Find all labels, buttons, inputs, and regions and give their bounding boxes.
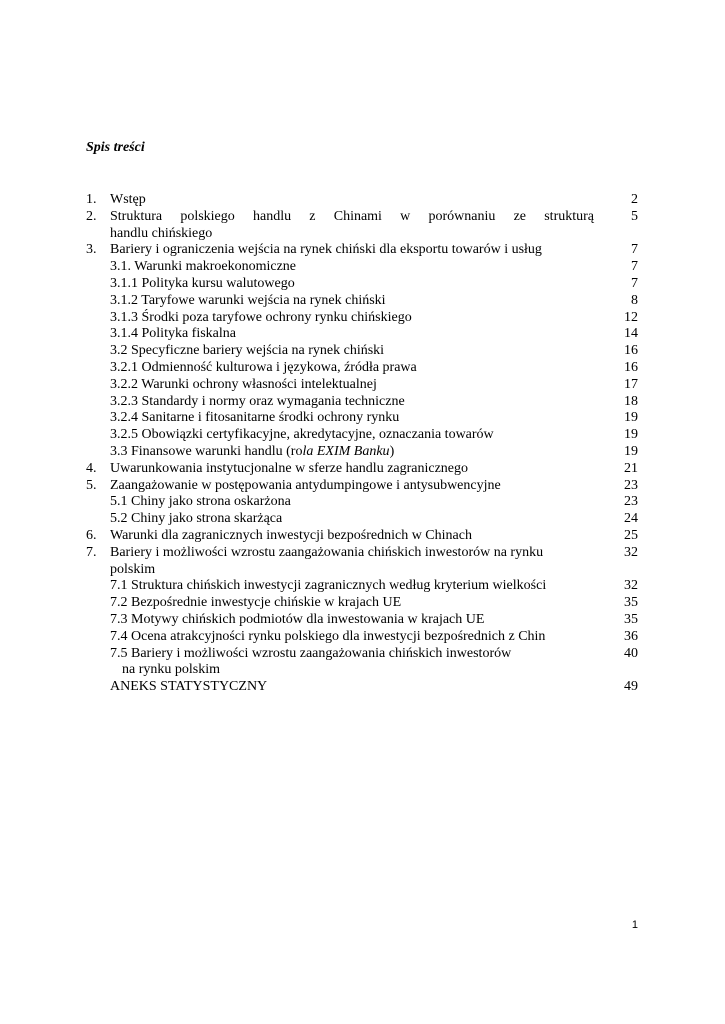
toc-entry-title bbox=[110, 310, 610, 327]
toc-entry-page: 23 bbox=[624, 494, 638, 510]
toc-entry-title-line: 3.1.4 Polityka fiskalna bbox=[110, 326, 236, 342]
toc-entry-page: 12 bbox=[624, 309, 638, 325]
toc-entry-title bbox=[110, 444, 610, 461]
toc-entry-number: 7. bbox=[86, 544, 97, 560]
toc-entry-page: 23 bbox=[624, 477, 638, 493]
toc-entry-title bbox=[110, 646, 610, 680]
toc-entry-title-line: 7.4 Ocena atrakcyjności rynku polskiego dla inwestycji bezpośrednich z Chin bbox=[110, 628, 546, 644]
toc-entry-page: 49 bbox=[624, 679, 638, 695]
toc-entry bbox=[86, 276, 638, 293]
toc-entry-page: 19 bbox=[624, 443, 638, 459]
toc-entry bbox=[86, 461, 638, 478]
toc-entry-title-line: Zaangażowanie w postępowania antydumpingowe i antysubwencyjne bbox=[110, 477, 501, 493]
toc-entry-page: 35 bbox=[624, 595, 638, 611]
toc-entry-title bbox=[110, 394, 610, 411]
toc-entry-title-line: ANEKS STATYSTYCZNY bbox=[110, 679, 268, 695]
toc-entry-page: 32 bbox=[624, 578, 638, 594]
toc-entry-title bbox=[110, 461, 610, 478]
toc-entry bbox=[86, 259, 638, 276]
toc-entry-title bbox=[110, 528, 610, 545]
toc-entry-title bbox=[110, 377, 610, 394]
page-number: 1 bbox=[631, 919, 638, 931]
toc-entry-page: 24 bbox=[624, 511, 638, 527]
toc-entry-title-line: 3.2.3 Standardy i normy oraz wymagania techniczne bbox=[110, 393, 405, 409]
toc-entry-number: 2. bbox=[86, 208, 97, 224]
toc-entry-title bbox=[110, 209, 610, 243]
toc-entry-title-line: 7.5 Bariery i możliwości wzrostu zaangażowania chińskich inwestorów bbox=[110, 645, 512, 661]
toc-entry-number: 3. bbox=[86, 242, 97, 258]
toc-entry-title bbox=[110, 578, 610, 595]
toc-entry-title-continuation: na rynku polskim bbox=[122, 662, 220, 678]
toc-entry-title-line: 5.2 Chiny jako strona skarżąca bbox=[110, 511, 283, 527]
toc-entry-title-line: 3.2.4 Sanitarne i fitosanitarne środki ochrony rynku bbox=[110, 410, 400, 426]
toc-entry-title-italic: la EXIM Banku bbox=[302, 443, 390, 459]
toc-entry bbox=[86, 310, 638, 327]
toc-entry-title bbox=[110, 612, 610, 629]
toc-entry-title bbox=[110, 629, 610, 646]
toc-entry-title-line: 3.2.2 Warunki ochrony własności intelektualnej bbox=[110, 376, 377, 392]
toc-entry bbox=[86, 545, 638, 579]
toc-entry bbox=[86, 629, 638, 646]
toc-entry-title-line: Warunki dla zagranicznych inwestycji bezpośrednich w Chinach bbox=[110, 527, 472, 543]
toc-entry bbox=[86, 242, 638, 259]
toc-entry-title bbox=[110, 326, 610, 343]
toc-entry-title-part: 3.3 Finansowe warunki handlu (ro bbox=[110, 443, 303, 459]
toc-entry bbox=[86, 478, 638, 495]
toc-entry-title bbox=[110, 595, 610, 612]
toc-entry-page: 36 bbox=[624, 628, 638, 644]
toc-entry-page: 7 bbox=[631, 242, 638, 258]
toc-entry bbox=[86, 444, 638, 461]
toc-entry-title-line: 3.2.1 Odmienność kulturowa i językowa, źródła prawa bbox=[110, 359, 417, 375]
toc-entry-title-line: 7.1 Struktura chińskich inwestycji zagranicznych według kryterium wielkości bbox=[110, 578, 547, 594]
toc-entry bbox=[86, 679, 638, 696]
toc-entry-title-line: 7.3 Motywy chińskich podmiotów dla inwestowania w krajach UE bbox=[110, 611, 485, 627]
toc-entry-title-line: Bariery i ograniczenia wejścia na rynek chiński dla eksportu towarów i usług bbox=[110, 242, 542, 258]
toc-entry-title bbox=[110, 511, 610, 528]
toc-entry-page: 16 bbox=[624, 359, 638, 375]
toc-entry bbox=[86, 410, 638, 427]
toc-entry-title bbox=[110, 410, 610, 427]
toc-entry-title-line: 3.2 Specyficzne bariery wejścia na rynek chiński bbox=[110, 343, 385, 359]
toc-entry-page: 16 bbox=[624, 343, 638, 359]
toc-entry-title bbox=[110, 293, 610, 310]
toc-entry-page: 17 bbox=[624, 376, 638, 392]
toc-entry-title-line: 7.2 Bezpośrednie inwestycje chińskie w krajach UE bbox=[110, 595, 402, 611]
toc-entry-number: 4. bbox=[86, 460, 97, 476]
toc-entry bbox=[86, 343, 638, 360]
toc-entry-title bbox=[110, 679, 610, 696]
toc-entry-title-line: Struktura polskiego handlu z Chinami w porównaniu ze strukturą bbox=[110, 208, 594, 224]
toc-entry-title-continuation: polskim bbox=[110, 561, 156, 577]
toc-entry-page: 19 bbox=[624, 410, 638, 426]
toc-entry-title bbox=[110, 478, 610, 495]
toc-entry-page: 14 bbox=[624, 326, 638, 342]
toc-entry bbox=[86, 360, 638, 377]
toc-entry bbox=[86, 377, 638, 394]
toc-entry bbox=[86, 394, 638, 411]
toc-entry-page: 5 bbox=[631, 208, 638, 224]
toc-entry-title-line: 3.2.5 Obowiązki certyfikacyjne, akredytacyjne, oznaczania towarów bbox=[110, 427, 494, 443]
toc-entry-title bbox=[110, 343, 610, 360]
toc-entry bbox=[86, 192, 638, 209]
toc-entry-title-line: 3.1.1 Polityka kursu walutowego bbox=[110, 275, 295, 291]
toc-entry bbox=[86, 646, 638, 680]
toc-entry-title bbox=[110, 192, 610, 209]
toc-title: Spis treści bbox=[86, 140, 145, 155]
toc-entry-page: 7 bbox=[631, 259, 638, 275]
toc-entry-title bbox=[110, 360, 610, 377]
toc-entry bbox=[86, 528, 638, 545]
toc-entry-page: 35 bbox=[624, 611, 638, 627]
toc-entry-page: 19 bbox=[624, 427, 638, 443]
toc-entry-title-line: Bariery i możliwości wzrostu zaangażowania chińskich inwestorów na rynku bbox=[110, 544, 544, 560]
toc-entry-number: 1. bbox=[86, 192, 97, 207]
toc-entry-title-line: Uwarunkowania instytucjonalne w sferze handlu zagranicznego bbox=[110, 460, 469, 476]
toc-entry-title-line: Wstęp bbox=[110, 192, 146, 207]
toc-entry bbox=[86, 209, 638, 243]
toc-entry-number: 6. bbox=[86, 527, 97, 543]
toc-entry bbox=[86, 326, 638, 343]
toc-entry-number: 5. bbox=[86, 477, 97, 493]
toc-entry-title bbox=[110, 427, 610, 444]
toc-entry-title-continuation: handlu chińskiego bbox=[110, 225, 213, 241]
toc-entry-title-line: 3.1.2 Taryfowe warunki wejścia na rynek chiński bbox=[110, 292, 386, 308]
toc-entry bbox=[86, 612, 638, 629]
toc-entry-title-line: 3.1. Warunki makroekonomiczne bbox=[110, 259, 297, 275]
toc-entry-page: 32 bbox=[624, 544, 638, 560]
toc-entry-page: 7 bbox=[631, 275, 638, 291]
toc-entry-page: 2 bbox=[631, 192, 638, 207]
toc-entry-page: 40 bbox=[624, 645, 638, 661]
toc-entry bbox=[86, 595, 638, 612]
toc-entry-title-line: 5.1 Chiny jako strona oskarżona bbox=[110, 494, 291, 510]
toc-entry-title bbox=[110, 545, 610, 579]
toc-entry-page: 18 bbox=[624, 393, 638, 409]
toc-entry bbox=[86, 511, 638, 528]
toc-entry-title-part: ) bbox=[389, 443, 395, 459]
table-of-contents bbox=[86, 192, 638, 696]
toc-entry-title bbox=[110, 276, 610, 293]
toc-entry bbox=[86, 293, 638, 310]
toc-entry-title bbox=[110, 259, 610, 276]
toc-entry-title-line: 3.1.3 Środki poza taryfowe ochrony rynku chińskiego bbox=[110, 309, 412, 325]
toc-entry bbox=[86, 427, 638, 444]
toc-entry-title bbox=[110, 242, 610, 259]
toc-entry-page: 21 bbox=[624, 460, 638, 476]
toc-entry bbox=[86, 494, 638, 511]
toc-entry bbox=[86, 578, 638, 595]
toc-entry-page: 25 bbox=[624, 527, 638, 543]
toc-entry-page: 8 bbox=[631, 292, 638, 308]
toc-entry-title bbox=[110, 494, 610, 511]
